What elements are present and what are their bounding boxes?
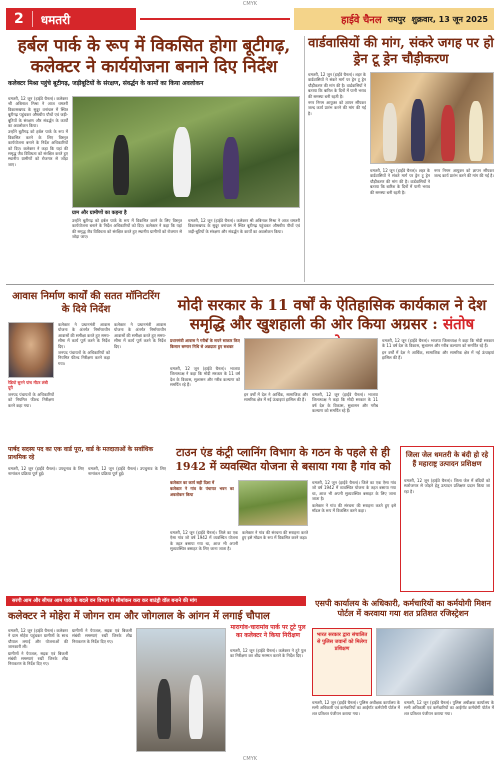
- lead-body-continued-2: [188, 218, 300, 278]
- modi-bullet: प्रधानमंत्री आवास ने गरीबों के सपने साकार किए: [170, 338, 240, 343]
- chaupal-headline: कलेक्टर ने मोहेरा में जोगन राम और जोगलाल के आंगन में लगाई चौपाल: [8, 611, 270, 622]
- side-paragraph: नगर निगम आयुक्त को ज्ञापन सौंपकर जल्द कार्य प्रारंभ करने की मांग की गई है।: [308, 100, 366, 116]
- sp-photo: [376, 628, 494, 696]
- housing-photo-caption: रेडियो सुनने पांच मीटर लंबी दूरी: [8, 380, 48, 390]
- district-paragraph: धमतरी, 12 जून (हाईवे चैनल)। जिला जेल में बंदियों को स्वरोजगार से जोड़ने हेतु उत्पादन प्रशिक्षण प्रदान किया जा रहा है।: [404, 478, 490, 494]
- town-photo: [238, 480, 308, 526]
- side-paragraph: धमतरी, 12 जून (हाईवे चैनल)। शहर के वार्डवासियों ने संकरे मार्ग पर ड्रेन टू ड्रेन चौड़ीकरण की मांग की है। वार्डवासियों ने बताया कि बारिश के दिनों में पानी भराव की समस्या बनी रहती है।: [308, 72, 366, 99]
- masthead-rule: [140, 8, 290, 20]
- housing-paragraph: जनपद पंचायतों के अधिकारियों को नियमित फील्ड निरीक्षण करने कहा गया।: [8, 392, 54, 408]
- side-body: [308, 72, 366, 280]
- modi-body: [170, 366, 240, 440]
- sp-inset-title: भारत सरकार द्वारा संचालित से पुलिस जवानों को मिलेगा प्रशिक्षण: [316, 632, 368, 652]
- page-number: 2: [6, 11, 33, 27]
- nomination-paragraph: धमतरी, 12 जून (हाईवे चैनल)। उपचुनाव के लिए नामांकन प्रक्रिया पूर्ण हुई।: [88, 466, 166, 477]
- modi-paragraph: धमतरी, 12 जून (हाईवे चैनल)। भाजपा जिलाध्यक्ष ने कहा कि मोदी सरकार के 11 वर्ष देश के विकास, सुशासन और गरीब कल्याण को समर्पित रहे हैं।: [312, 392, 378, 414]
- banner-strip: [6, 596, 306, 606]
- lead-paragraph: उन्होंने बूटीगढ़ को हर्बल पार्क के रूप में विकसित करने के लिए विस्तृत कार्ययोजना बनाने के निर्देश अधिकारियों को दिए। कलेक्टर ने कहा कि यहां की समृद्ध जैव विविधता को संरक्षित करते हुए स्थानीय ग्रामीणों को रोजगार से जोड़ा जाए।: [8, 129, 68, 167]
- modi-body-4: [382, 338, 494, 440]
- lead-subhead-2: ग्राम और ग्रामीणों का कहना है: [72, 210, 127, 216]
- sp-body-2: [404, 700, 494, 752]
- modi-body-2: [244, 392, 308, 440]
- banner-text: सरगी आम और सीपत आम पार्क के बदले वन विभाग से सीमांकन करा कर बाउंड्री वॉल बनाने की मांग: [12, 598, 197, 604]
- road-paragraph: धमतरी, 12 जून (हाईवे चैनल)। कलेक्टर ने टूटे पुल का निरीक्षण कर शीघ्र मरम्मत कराने के निर्देश दिए।: [230, 648, 306, 659]
- modi-paragraph: धमतरी, 12 जून (हाईवे चैनल)। भाजपा जिलाध्यक्ष ने कहा कि मोदी सरकार के 11 वर्ष देश के विकास, सुशासन और गरीब कल्याण को समर्पित रहे हैं।: [170, 366, 240, 388]
- sp-paragraph: धमतरी, 12 जून (हाईवे चैनल)। पुलिस अधीक्षक कार्यालय के सभी अधिकारी एवं कर्मचारियों का आईगॉट कर्मयोगी पोर्टल में शत प्रतिशत पंजीयन कराया गया।: [404, 700, 494, 716]
- registration-mark-bottom: CMYK: [242, 756, 258, 762]
- lead-body-continued: [72, 218, 182, 278]
- road-body: [230, 648, 306, 752]
- chaupal-body: [8, 628, 68, 752]
- town-bullet: कलेक्टर ने गांव के पंचायत भवन का अवलोकन किया: [170, 486, 234, 497]
- housing-body-3: [8, 392, 54, 440]
- masthead-section-block: [6, 8, 136, 30]
- side-body-2: [370, 168, 430, 280]
- lead-headline: हर्बल पार्क के रूप में विकसित होगा बूटीगढ़, कलेक्टर ने कार्ययोजना बनाने दिए निर्देश: [17, 36, 291, 77]
- district-body: [404, 478, 490, 588]
- lead-paragraph: धमतरी, 12 जून (हाईवे चैनल)। कलेक्टर श्री अबिनाश मिश्रा ने आज धमतरी विकासखण्ड के सुदूर वनांचल में स्थित बूटीगढ़ पहुंचकर औषधीय पौधों एवं जड़ी-बूटियों के संरक्षण और संवर्द्धन के कार्यों का अवलोकन किया।: [188, 218, 300, 234]
- town-bullet: कलेक्टर का कार्य सही दिशा में: [170, 480, 215, 485]
- lead-photo: [72, 96, 300, 208]
- modi-bullet: किसान सम्मान निधि से अन्नदाता हुए सशक्त: [170, 344, 234, 350]
- nomination-headline: पार्षद सदस्य पद का एक वार्ड पूरा, वार्ड के मतदाताओं के सर्वाधिक प्राथमिक रहे: [8, 446, 154, 461]
- town-paragraph: धमतरी, 12 जून (हाईवे चैनल)। जिले का एक ऐसा गांव जो वर्ष 1942 में व्यवस्थित योजना के तहत बसाया गया था, आज भी अपनी सुव्यवस्थित बसाहट के लिए जाना जाता है।: [312, 480, 396, 502]
- chaupal-paragraph: ग्रामीणों ने पेयजल, सड़क एवं बिजली संबंधी समस्याएं रखीं जिनके शीघ्र निराकरण के निर्देश दिए गए।: [8, 650, 68, 667]
- registration-mark-top: CMYK: [242, 1, 258, 7]
- modi-paragraph: इन वर्षों में देश ने आर्थिक, सामाजिक और सामरिक क्षेत्र में नई ऊंचाइयां हासिल की हैं।: [244, 392, 308, 403]
- housing-paragraph: जनपद पंचायतों के अधिकारियों को नियमित फील्ड निरीक्षण करने कहा गया।: [58, 350, 110, 366]
- modi-paragraph: धमतरी, 12 जून (हाईवे चैनल)। भाजपा जिलाध्यक्ष ने कहा कि मोदी सरकार के 11 वर्ष देश के विकास, सुशासन और गरीब कल्याण को समर्पित रहे हैं।: [382, 338, 494, 349]
- town-paragraph: कलेक्टर ने गांव की संरचना की सराहना करते हुए इसे मॉडल के रूप में विकसित करने कहा।: [242, 530, 308, 541]
- side-body-3: [434, 168, 494, 280]
- chaupal-paragraph: ग्रामीणों ने पेयजल, सड़क एवं बिजली संबंधी समस्याएं रखीं जिनके शीघ्र निराकरण के निर्देश दिए गए।: [72, 628, 132, 644]
- side-photo: [370, 72, 494, 164]
- sp-body: [312, 700, 400, 752]
- nomination-body-2: [88, 466, 166, 592]
- column-divider: [304, 36, 305, 282]
- lead-subhead: कलेक्टर मिश्रा पहुंचे बूटीगढ़, जड़ीबूटियों के संरक्षण, संवर्द्धन के कामों का किया अवलोकन: [8, 80, 204, 87]
- town-paragraph: धमतरी, 12 जून (हाईवे चैनल)। जिले का एक ऐसा गांव जो वर्ष 1942 में व्यवस्थित योजना के तहत बसाया गया था, आज भी अपनी सुव्यवस्थित बसाहट के लिए जाना जाता है।: [170, 530, 238, 552]
- modi-paragraph: इन वर्षों में देश ने आर्थिक, सामाजिक और सामरिक क्षेत्र में नई ऊंचाइयां हासिल की हैं।: [382, 349, 494, 361]
- town-body: [312, 480, 396, 592]
- brand-name: हाईवे चैनल: [341, 15, 382, 26]
- side-headline: वार्डवासियों की मांग, संकरे जगह पर हो ड्रेन टू ड्रेन चौड़ीकरण: [308, 36, 494, 67]
- modi-byline: संतोष: [442, 315, 475, 333]
- nomination-paragraph: धमतरी, 12 जून (हाईवे चैनल)। उपचुनाव के लिए नामांकन प्रक्रिया पूर्ण हुई।: [8, 466, 84, 477]
- section-rule: [6, 284, 494, 285]
- lead-body: [8, 96, 68, 220]
- chaupal-body-2: [72, 628, 132, 752]
- sp-headline: एसपी कार्यालय के अधिकारी, कर्मचारियों का कर्मयोगी मिशन पोर्टल में करवाया गया शत प्रतिशत रजिस्ट्रेशन: [315, 598, 491, 618]
- chaupal-paragraph: धमतरी, 12 जून (हाईवे चैनल)। कलेक्टर ने ग्राम मोहेरा पहुंचकर ग्रामीणों के साथ चौपाल लगाई और योजनाओं की जानकारी ली।: [8, 628, 68, 650]
- modi-photo: [244, 338, 378, 390]
- housing-headline: आवास निर्माण कार्यों की सतत मॉनिटरिंग के दिये निर्देश: [12, 291, 160, 315]
- district-headline: जिला जेल धमतरी के बंदी हो रहे हैं महाराष्ट्र उत्पादन प्रशिक्षण: [405, 450, 489, 468]
- town-headline: टाउन एंड कंट्री प्लानिंग विभाग के गठन के पहले से ही 1942 में व्यवस्थित योजना से बसाया गया है गांव को: [175, 446, 391, 473]
- housing-paragraph: कलेक्टर ने प्रधानमंत्री आवास योजना के अंतर्गत निर्माणाधीन आवासों की समीक्षा करते हुए समय-सीमा में कार्य पूर्ण करने के निर्देश दिए।: [114, 322, 166, 349]
- road-headline: मारागांव-चारामांव पार्क पर टूटे पुल का कलेक्टर ने किया निरीक्षण: [230, 624, 306, 639]
- town-body-3: [242, 530, 308, 592]
- side-paragraph: नगर निगम आयुक्त को ज्ञापन सौंपकर जल्द कार्य प्रारंभ करने की मांग की गई है।: [434, 168, 494, 179]
- masthead-date: शुक्रवार, 13 जून 2025: [411, 14, 488, 24]
- nomination-body: [8, 466, 84, 592]
- housing-paragraph: कलेक्टर ने प्रधानमंत्री आवास योजना के अंतर्गत निर्माणाधीन आवासों की समीक्षा करते हुए समय-सीमा में कार्य पूर्ण करने के निर्देश दिए।: [58, 322, 110, 349]
- modi-headline-text: मोदी सरकार के 11 वर्षों के ऐतिहासिक कार्यकाल ने देश समृद्धि और खुशहाली की ओर किया अग्रसर: [177, 296, 487, 333]
- masthead: [6, 8, 494, 30]
- side-paragraph: धमतरी, 12 जून (हाईवे चैनल)। शहर के वार्डवासियों ने संकरे मार्ग पर ड्रेन टू ड्रेन चौड़ीकरण की मांग की है। वार्डवासियों ने बताया कि बारिश के दिनों में पानी भराव की समस्या बनी रहती है।: [370, 168, 430, 195]
- masthead-city: रायपुर: [387, 14, 406, 24]
- section-title: धमतरी: [40, 12, 71, 27]
- housing-body: [58, 322, 110, 440]
- town-bullets: [170, 480, 234, 526]
- lead-paragraph: धमतरी, 12 जून (हाईवे चैनल)। कलेक्टर श्री अबिनाश मिश्रा ने आज धमतरी विकासखण्ड के सुदूर वनांचल में स्थित बूटीगढ़ पहुंचकर औषधीय पौधों एवं जड़ी-बूटियों के संरक्षण और संवर्द्धन के कार्यों का अवलोकन किया।: [8, 96, 68, 129]
- town-body-2: [170, 530, 238, 592]
- modi-body-3: [312, 392, 378, 440]
- lead-paragraph: उन्होंने बूटीगढ़ को हर्बल पार्क के रूप में विकसित करने के लिए विस्तृत कार्ययोजना बनाने के निर्देश अधिकारियों को दिए। कलेक्टर ने कहा कि यहां की समृद्ध जैव विविधता को संरक्षित करते हुए स्थानीय ग्रामीणों को रोजगार से जोड़ा जाए।: [72, 218, 182, 240]
- chaupal-photo: [136, 628, 226, 752]
- housing-portrait: [8, 322, 54, 378]
- town-paragraph: कलेक्टर ने गांव की संरचना की सराहना करते हुए इसे मॉडल के रूप में विकसित करने कहा।: [312, 502, 396, 514]
- masthead-brand-block: [294, 8, 494, 30]
- modi-headline: मोदी सरकार के 11 वर्षों के ऐतिहासिक कार्यकाल ने देश समृद्धि और खुशहाली की ओर किया अग्रसर : संतोष: [170, 296, 494, 353]
- sp-paragraph: धमतरी, 12 जून (हाईवे चैनल)। पुलिस अधीक्षक कार्यालय के सभी अधिकारी एवं कर्मचारियों का आईगॉट कर्मयोगी पोर्टल में शत प्रतिशत पंजीयन कराया गया।: [312, 700, 400, 716]
- housing-body-2: [114, 322, 166, 440]
